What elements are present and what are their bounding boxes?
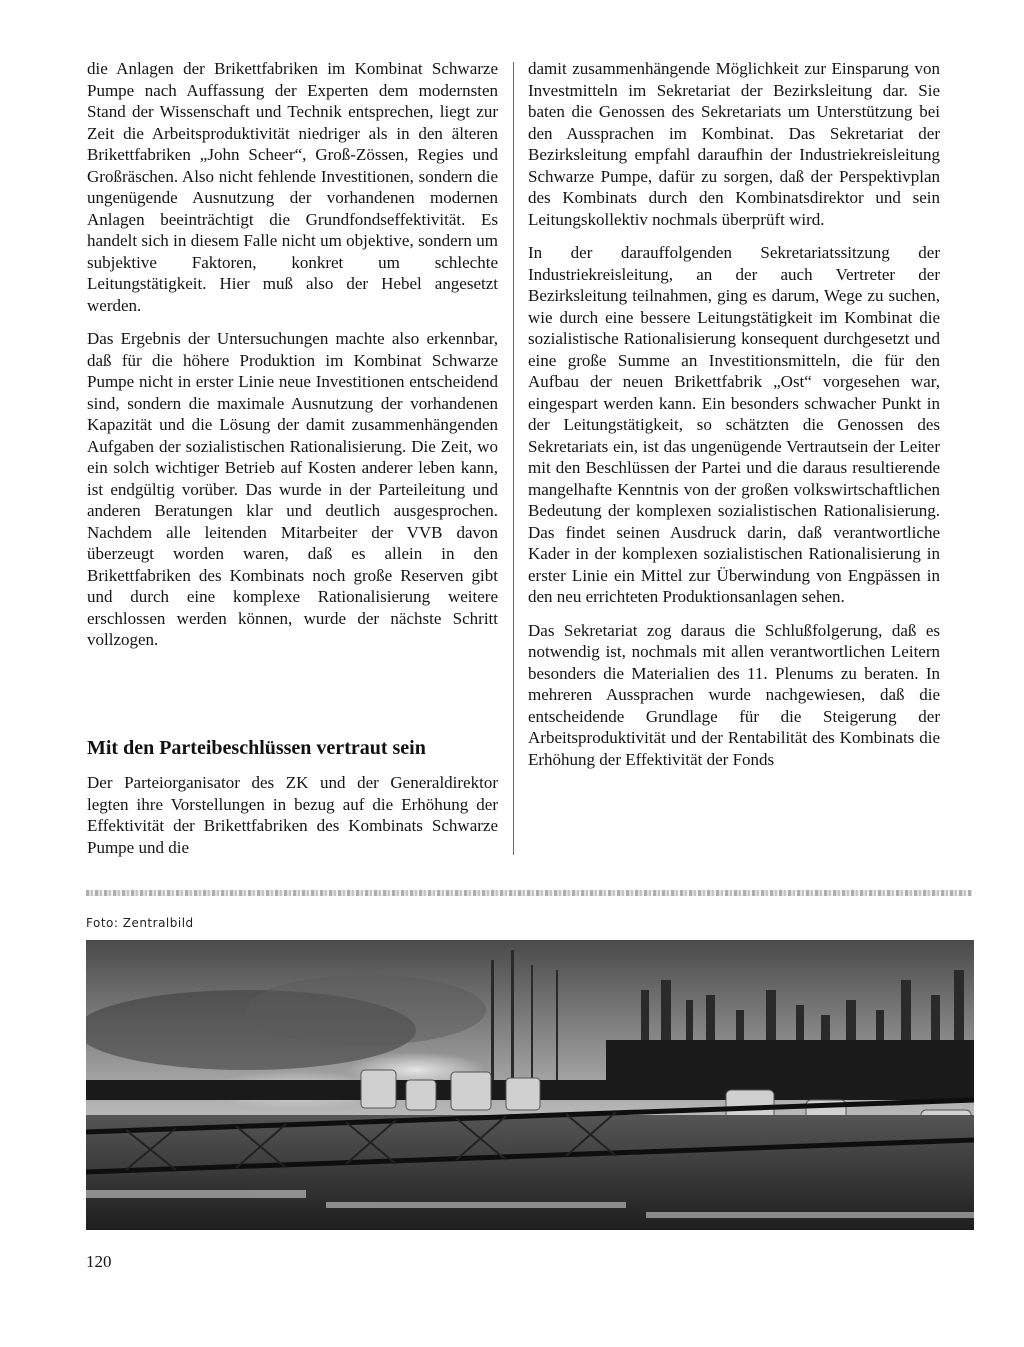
- section-heading: Mit den Parteibeschlüssen vertraut sein: [87, 737, 426, 759]
- page-number: 120: [86, 1252, 112, 1271]
- left-paragraph-3: Der Parteiorganisator des ZK und der Generaldirektor legten ihre Vorstellungen in bezug auf die Erhöhung der Effektivität der Brikettfabriken des Kombinats Schwarze Pumpe und die: [87, 773, 498, 857]
- photo-credit: Foto: Zentralbild: [86, 916, 194, 930]
- left-column-continued: [87, 772, 498, 858]
- industrial-plant-photo: [86, 940, 974, 1230]
- left-paragraph-1: die Anlagen der Brikettfabriken im Kombinat Schwarze Pumpe nach Auffassung der Experten dem modernsten Stand der Wissenschaft und Technik entsprechen, liegt zur Zeit die Arbeitsproduktivität niedriger als in den älteren Brikettfabriken „John Scheer“, Groß-Zössen, Regies und Großräschen. Also nicht fehlende Investitionen, sondern die ungenügende Ausnutzung der vorhandenen modernen Anlagen beeinträchtigt die Grundfondseffektivität. Es handelt sich in diesem Falle nicht um objektive, sondern um subjektive Faktoren, konkret um schlechte Leitungstätigkeit. Hier muß also der Hebel angesetzt werden.: [87, 59, 498, 315]
- right-column: [528, 58, 940, 782]
- left-paragraph-2: Das Ergebnis der Untersuchungen machte also erkennbar, daß für die höhere Produktion im Kombinat Schwarze Pumpe nicht in erster Linie neue Investitionen entscheidend sind, sondern die maximale Ausnutzung der vorhandenen Kapazität und die Lösung der damit zusammenhängenden Aufgaben der sozialistischen Rationalisierung. Die Zeit, wo ein solch wichtiger Betrieb auf Kosten anderer leben kann, ist endgültig vorüber. Das wurde in der Parteileitung und anderen Beratungen klar und deutlich ausgesprochen. Nachdem alle leitenden Mitarbeiter der VVB davon überzeugt worden waren, daß es allein in den Brikettfabriken des Kombinats noch große Reserven gibt und durch eine komplexe Rationalisierung weitere erschlossen werden können, wurde der nächste Schritt vollzogen.: [87, 329, 498, 649]
- column-divider: [513, 62, 514, 855]
- right-paragraph-3: Das Sekretariat zog daraus die Schlußfolgerung, daß es notwendig ist, nochmals mit allen verantwortlichen Leitern besonders die Materialien des 11. Plenums zu beraten. In mehreren Aussprachen wurde nachgewiesen, daß die entscheidende Grundlage für die Steigerung der Arbeitsproduktivität und der Rentabilität des Kombinats die Erhöhung der Effektivität der Fonds: [528, 620, 940, 769]
- right-paragraph-2: In der darauffolgenden Sekretariatssitzung der Industriekreisleitung, an der auch Vertreter der Bezirksleitung teilnahmen, ging es darum, Wege zu suchen, wie durch eine bessere Leitungstätigkeit im Kombinat die sozialistische Rationalisierung konsequent durchgesetzt und eine große Summe an Investitionsmitteln, die für den Aufbau der neuen Brikettfabrik „Ost“ vorgesehen war, eingespart werden kann. Ein besonders schwacher Punkt in der Leitungstätigkeit, so schätzten die Genossen des Sekretariats ein, ist das ungenügende Vertrautsein der Leiter mit den Beschlüssen der Partei und die daraus resultierende mangelhafte Kenntnis von der großen volkswirtschaftlichen Bedeutung der komplexen sozialistischen Rationalisierung. Das findet seinen Ausdruck darin, daß verantwortliche Kader in der komplexen sozialistischen Rationalisierung in erster Linie ein Mittel zur Überwindung von Engpässen in den neu errichteten Produktionsanlagen sehen.: [528, 243, 940, 606]
- left-column: [87, 58, 498, 663]
- right-paragraph-1: damit zusammenhängende Möglichkeit zur Einsparung von Investmitteln im Sekretariat der Bezirksleitung dar. Sie baten die Genossen des Sekretariats um Unterstützung bei den Aussprachen im Kombinat. Das Sekretariat der Bezirksleitung empfahl daraufhin der Industriekreisleitung Schwarze Pumpe, dafür zu sorgen, daß der Perspektivplan des Kombinats durch den Kombinatsdirektor und sein Leitungskollektiv nochmals überprüft wird.: [528, 59, 940, 229]
- photo-top-rule: [86, 890, 972, 896]
- industrial-plant-illustration: [86, 940, 974, 1230]
